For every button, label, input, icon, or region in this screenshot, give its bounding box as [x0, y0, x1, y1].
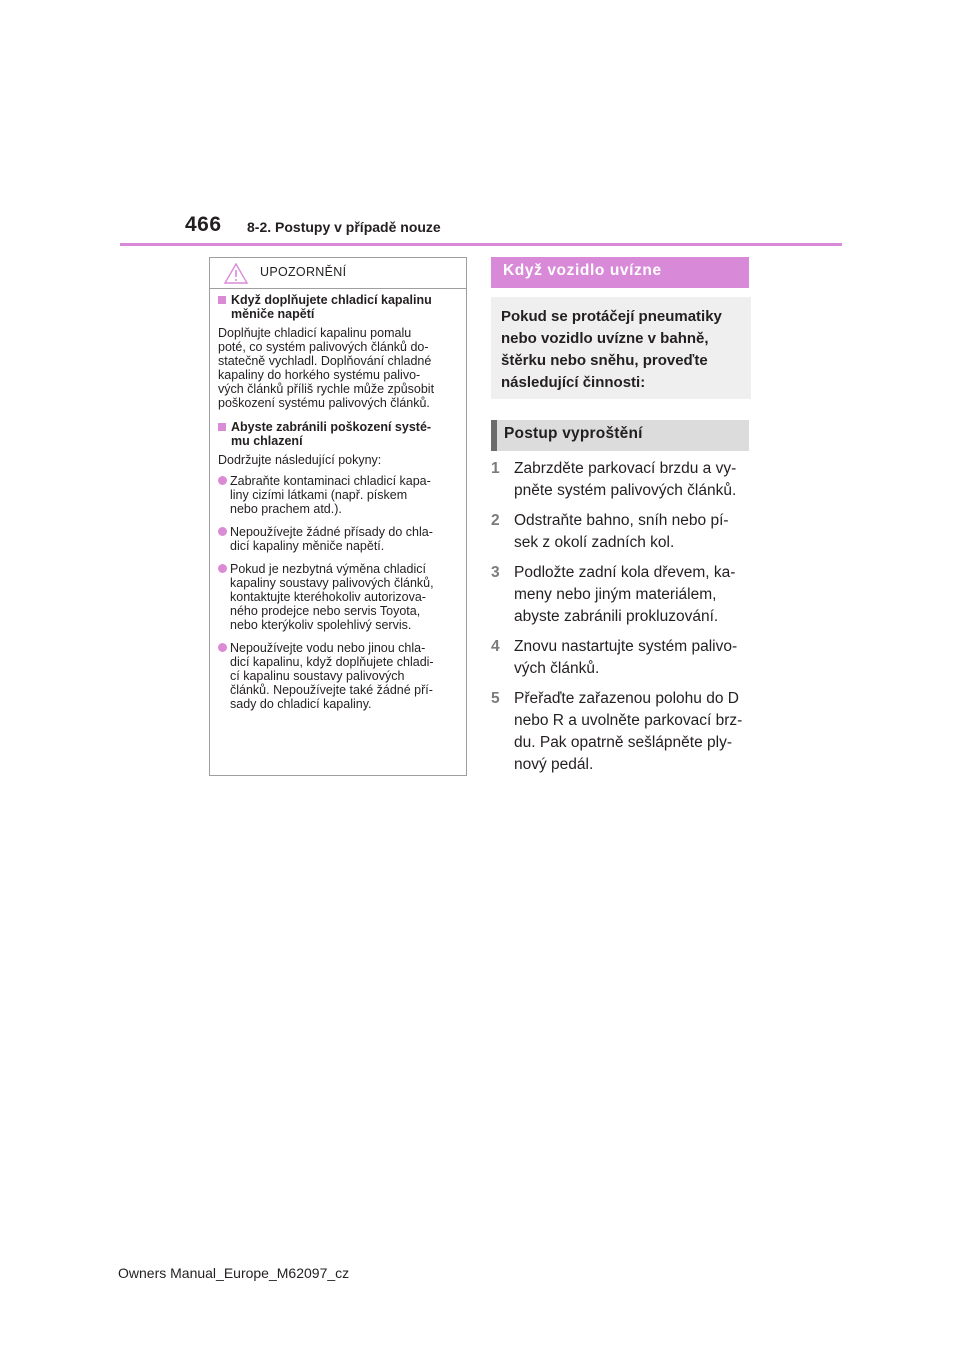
- step-number: 2: [491, 512, 500, 529]
- warning-bullet: Pokud je nezbytná výměna chladicí kapaliny soustavy palivových článků, kontaktujte kteréhokoliv autorizova- ného prodejce nebo servis Toyota, nebo kterýkoliv spolehlivý servis.: [218, 562, 460, 632]
- warning-header: [210, 258, 466, 289]
- warning-label: UPOZORNĚNÍ: [260, 265, 347, 279]
- header-rule: [120, 243, 842, 246]
- topic-title: Když vozidlo uvízne: [491, 257, 749, 288]
- square-bullet-icon: [218, 423, 226, 431]
- warning-box: [209, 257, 467, 776]
- step-item: 1 Zabrzděte parkovací brzdu a vy- pněte systém palivových článků.: [491, 460, 737, 499]
- warning-bullet: Zabraňte kontaminaci chladicí kapa- liny cizími látkami (např. pískem nebo prachem atd.).: [218, 474, 460, 516]
- warning-paragraph: Doplňujte chladicí kapalinu pomalu poté, co systém palivových článků do- statečně vychladl. Doplňování chladné kapaliny do horkého systému palivo- vých článků příliš rychle může způsobit poškození systému palivových článků.: [218, 326, 435, 410]
- step-number: 3: [491, 564, 500, 581]
- section-title: 8-2. Postupy v případě nouze: [247, 219, 441, 235]
- warning-bullet: Nepoužívejte žádné přísady do chla- dicí kapaliny měniče napětí.: [218, 525, 460, 553]
- step-item: 5 Přeřaďte zařazenou polohu do D nebo R a uvolněte parkovací brz- du. Pak opatrně sešlápněte ply- nový pedál.: [491, 690, 743, 773]
- round-bullet-icon: [218, 564, 227, 573]
- procedure-title: Postup vyproštění: [491, 420, 749, 451]
- warning-bullet: Nepoužívejte vodu nebo jinou chla- dicí kapalinu, když doplňujete chladi- cí kapalinu soustavy palivových článků. Nepoužívejte také žádné pří- sady do chladicí kapaliny.: [218, 641, 460, 711]
- warning-paragraph: Dodržujte následující pokyny:: [218, 453, 382, 467]
- steps-list: [491, 458, 761, 784]
- square-bullet-icon: [218, 296, 226, 304]
- intro-box: Pokud se protáčejí pneumatiky nebo vozidlo uvízne v bahně, štěrku nebo sněhu, proveďte následující činnosti:: [491, 297, 751, 399]
- step-number: 4: [491, 638, 500, 655]
- step-number: 5: [491, 690, 500, 707]
- warning-body: [210, 289, 466, 711]
- page-number: 466: [185, 213, 222, 236]
- warning-heading: Abyste zabránili poškození systé- mu chlazení: [218, 420, 460, 448]
- round-bullet-icon: [218, 476, 227, 485]
- warning-triangle-icon: [224, 263, 248, 284]
- step-item: 2 Odstraňte bahno, sníh nebo pí- sek z okolí zadních kol.: [491, 512, 729, 551]
- round-bullet-icon: [218, 527, 227, 536]
- footer-text: Owners Manual_Europe_M62097_cz: [118, 1265, 350, 1281]
- warning-heading: Když doplňujete chladicí kapalinu měniče napětí: [218, 293, 460, 321]
- step-item: 4 Znovu nastartujte systém palivo- vých článků.: [491, 638, 738, 677]
- step-item: 3 Podložte zadní kola dřevem, ka- meny nebo jiným materiálem, abyste zabránili prokluzování.: [491, 564, 736, 625]
- round-bullet-icon: [218, 643, 227, 652]
- step-number: 1: [491, 460, 500, 477]
